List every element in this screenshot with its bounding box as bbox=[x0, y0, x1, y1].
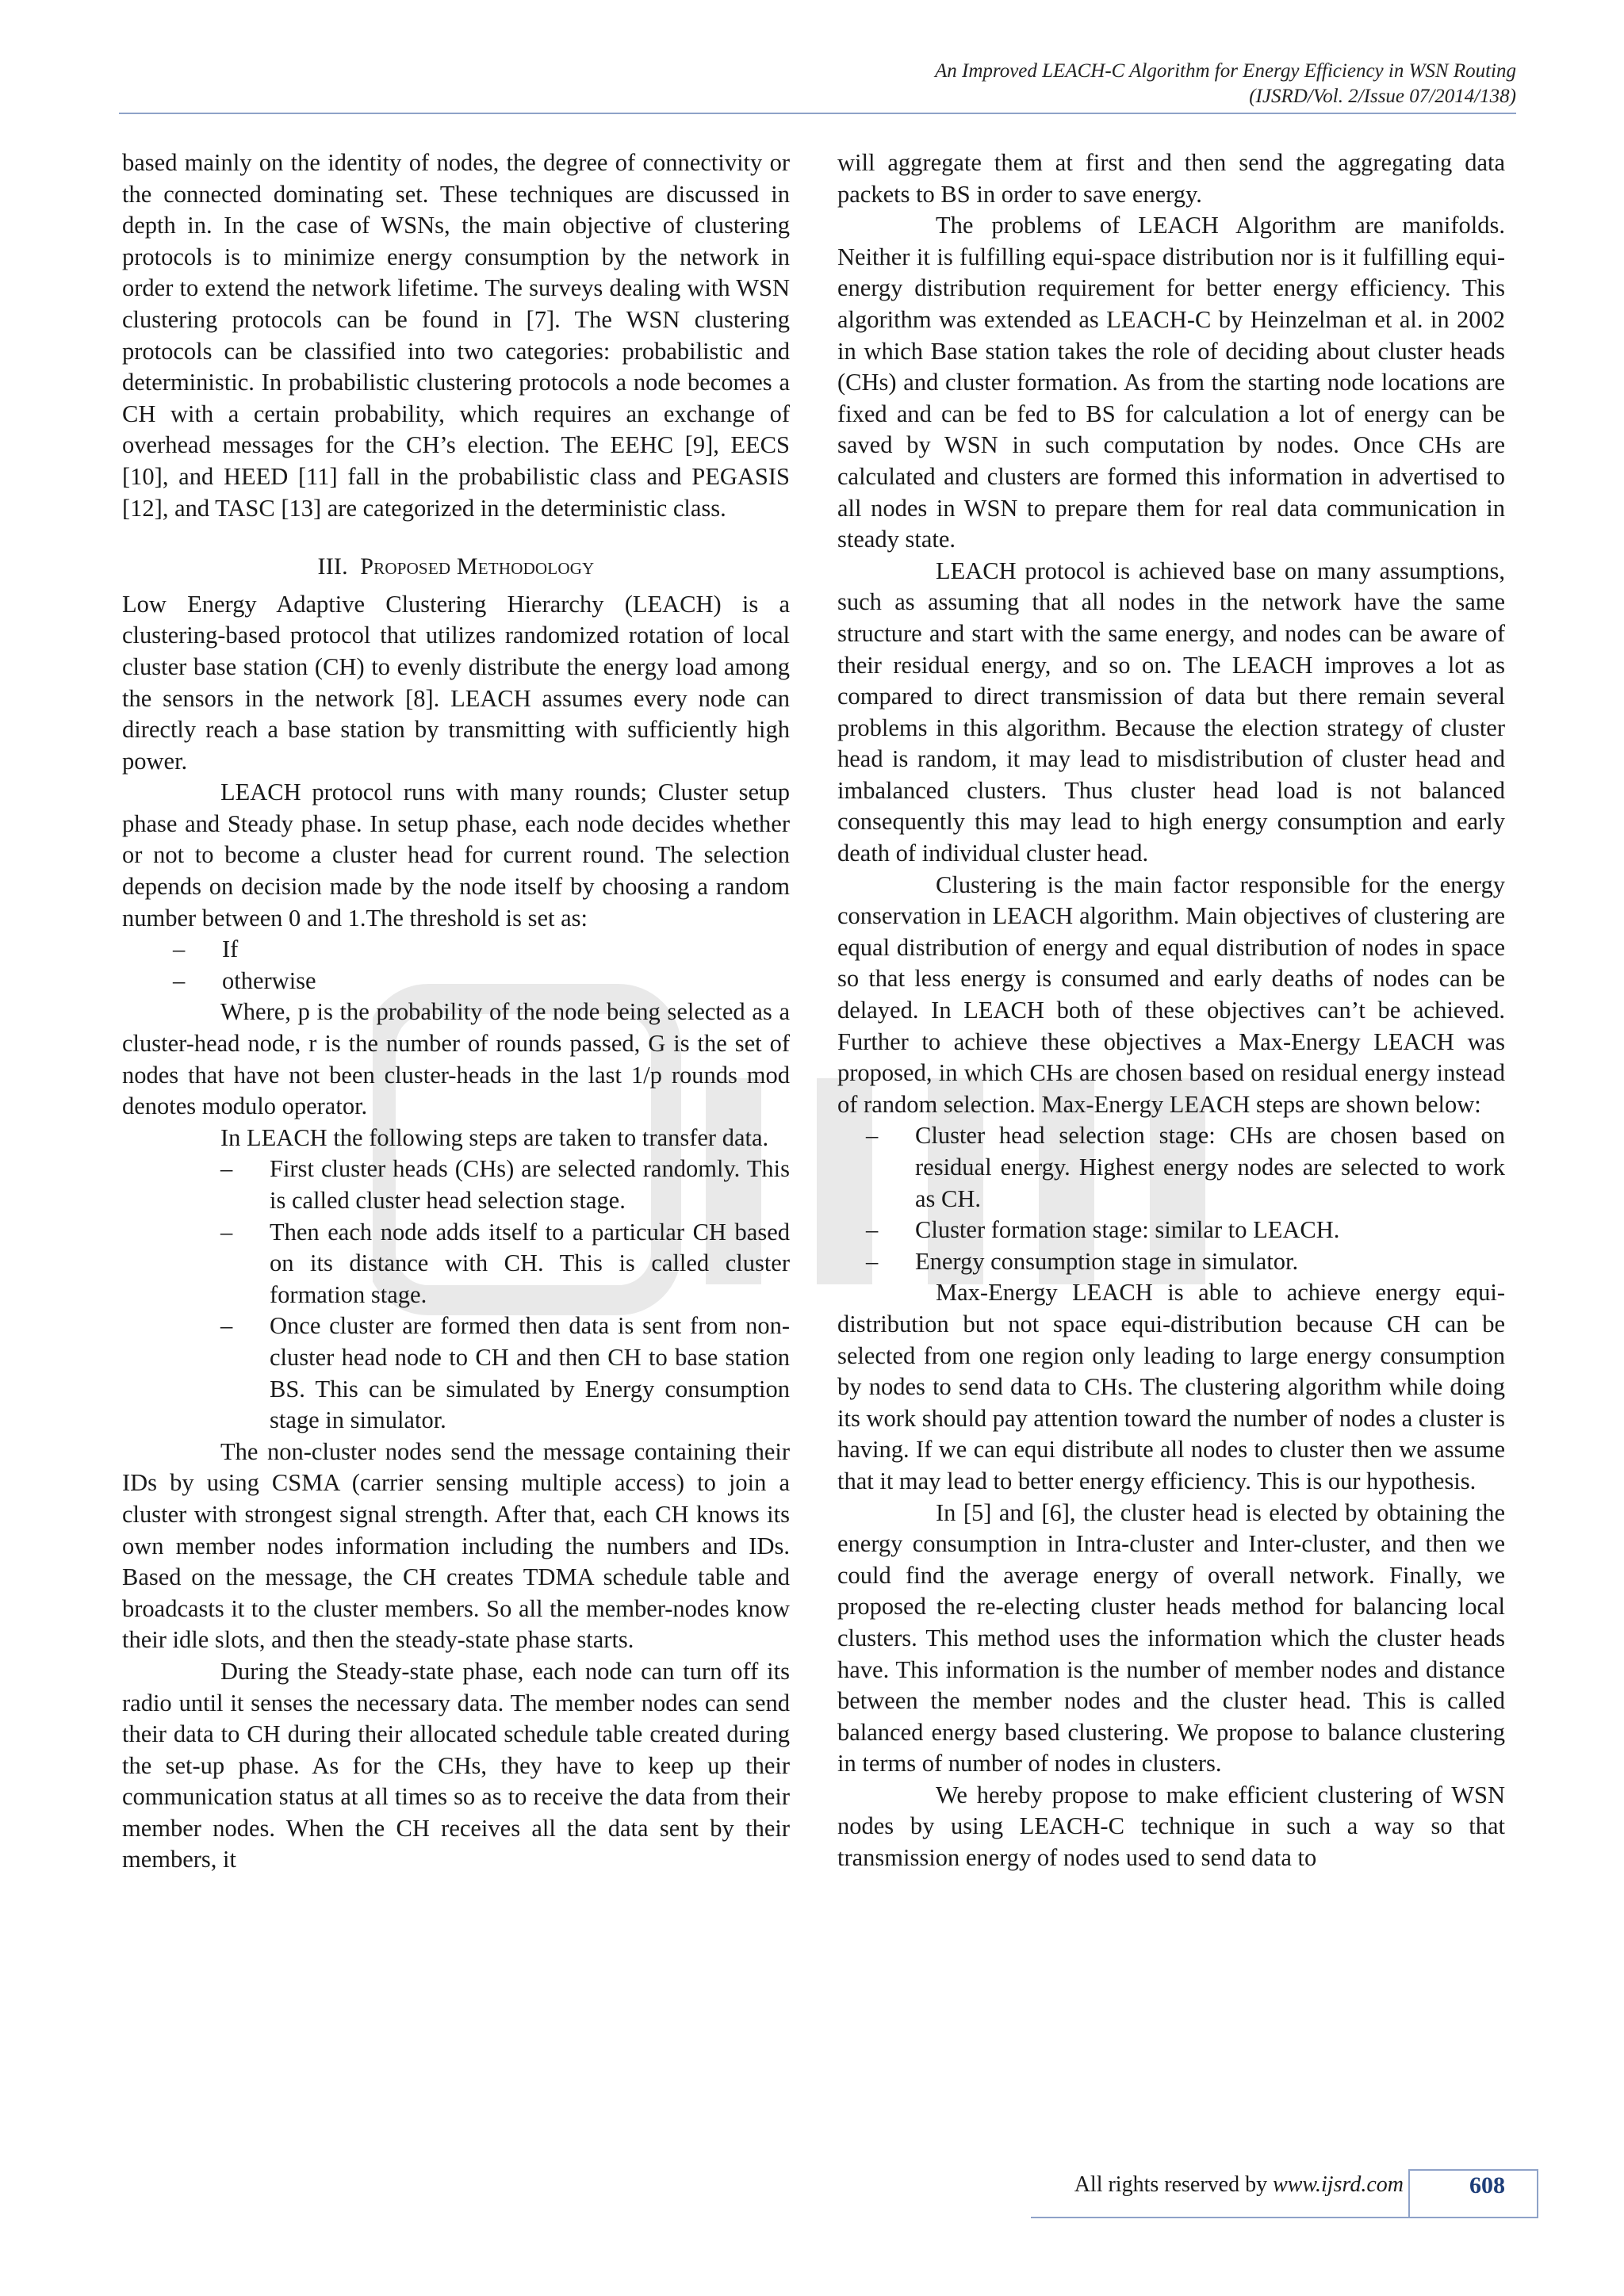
header-title: An Improved LEACH-C Algorithm for Energy Efficiency in WSN Routing bbox=[935, 60, 1516, 82]
list-item: – Cluster head selection stage: CHs are chosen based on residual energy. Highest energy nodes are selected to work as CH. bbox=[866, 1122, 1505, 1212]
paragraph: will aggregate them at first and then send the aggregating data packets to BS in order to save energy. bbox=[837, 149, 1505, 208]
section-title: Proposed Methodology bbox=[360, 553, 595, 580]
page-footer bbox=[1031, 2169, 1538, 2218]
paragraph: Low Energy Adaptive Clustering Hierarchy (LEACH) is a clustering-based protocol that utilizes randomized rotation of local cluster base station (CH) to evenly distribute the energy load among the sensors in the network [8]. LEACH assumes every node can directly reach a base station by transmitting with sufficiently high power. bbox=[122, 590, 790, 775]
dash-bullet: – bbox=[866, 1122, 879, 1150]
dash-bullet: – bbox=[220, 1312, 233, 1340]
footer-divider bbox=[1031, 2217, 1538, 2218]
paragraph: Clustering is the main factor responsible for the energy conservation in LEACH algorithm. Main objectives of clustering are equal distribution of energy and equal distribution of nodes in space so that less energy is consumed and early deaths of nodes can be delayed. In LEACH both of these objectives can’t be achieved. Further to achieve these objectives a Max-Energy LEACH was proposed, in which CHs are chosen based on residual energy instead of random selection. Max-Energy LEACH steps are shown below: bbox=[837, 871, 1505, 1118]
paragraph: We hereby propose to make efficient clustering of WSN nodes by using LEACH-C technique in such a way so that transmission energy of nodes used to send data to bbox=[837, 1781, 1505, 1872]
list-item: – Cluster formation stage: similar to LEACH. bbox=[915, 1215, 1505, 1246]
threshold-conditions bbox=[122, 934, 790, 997]
paragraph: Max-Energy LEACH is able to achieve energy equi-distribution but not space equi-distribution because CH can be selected from one region only leading to large energy consumption by nodes to send data to CHs. The clustering algorithm while doing its work should pay attention toward the number of nodes a cluster is having. If we can equi distribute all nodes to cluster then we assume that it may lead to better energy efficiency. This is our hypothesis. bbox=[837, 1279, 1505, 1494]
paragraph: The problems of LEACH Algorithm are manifolds. Neither it is fulfilling equi-space distribution nor is it fulfilling equi-energy distribution requirement for better energy efficiency. This algorithm was extended as LEACH-C by Heinzelman et al. in 2002 in which Base station takes the role of deciding about cluster heads (CHs) and cluster formation. As from the starting node locations are fixed and can be fed to BS for calculation a lot of energy can be saved by WSN in such computation by nodes. Once CHs are calculated and clusters are formed this information in advertised to all nodes in WSN to prepare them for real data communication in steady state. bbox=[837, 212, 1505, 553]
running-header bbox=[119, 59, 1516, 109]
max-energy-steps-list bbox=[837, 1120, 1505, 1277]
paragraph: In LEACH the following steps are taken to transfer data. bbox=[220, 1123, 769, 1151]
paragraph: Where, p is the probability of the node being selected as a cluster-head node, r is the number of rounds passed, G is the set of nodes that have not been cluster-heads in the last 1/p rounds mod denotes modulo operator. bbox=[122, 998, 790, 1120]
list-item: – Once cluster are formed then data is sent from non-cluster head node to CH and then CH to base station BS. This can be simulated by Energy consumption stage in simulator. bbox=[220, 1312, 790, 1434]
header-divider bbox=[119, 113, 1516, 114]
paragraph: During the Steady-state phase, each node can turn off its radio until it senses the necessary data. The member nodes can send their data to CH during their allocated schedule table created during the set-up phase. As for the CHs, they have to keep up their communication status at all times so as to receive the data from their member nodes. When the CH receives all the data sent by their members, it bbox=[122, 1657, 790, 1873]
dash-bullet: – bbox=[866, 1247, 879, 1275]
list-item: – Then each node adds itself to a particular CH based on its distance with CH. This is called cluster formation stage. bbox=[220, 1218, 790, 1308]
footer-website: www.ijsrd.com bbox=[1273, 2172, 1404, 2197]
page-number: 608 bbox=[1469, 2172, 1505, 2198]
paragraph: LEACH protocol runs with many rounds; Cluster setup phase and Steady phase. In setup phase, each node decides whether or not to become a cluster head for current round. The selection depends on decision made by the node itself by choosing a random number between 0 and 1.The threshold is set as: bbox=[122, 779, 790, 932]
dash-bullet: – bbox=[220, 1218, 233, 1246]
list-item: – First cluster heads (CHs) are selected randomly. This is called cluster head selection stage. bbox=[220, 1155, 790, 1214]
list-item: – Energy consumption stage in simulator. bbox=[915, 1246, 1505, 1278]
list-item: – If bbox=[222, 934, 790, 966]
dash-bullet: – bbox=[220, 1155, 233, 1183]
footer-rights-text: All rights reserved by bbox=[1074, 2172, 1268, 2197]
paragraph: In [5] and [6], the cluster head is elected by obtaining the energy consumption in Intra-cluster and Inter-cluster, and then we could find the average energy of overall network. Finally, we proposed the re-electing cluster heads method for balancing local clusters. This method uses the information which the cluster heads have. This information is the number of member nodes and distance between the member nodes and the cluster head. This is called balanced energy based clustering. We propose to balance clustering in terms of number of nodes in clusters. bbox=[837, 1498, 1505, 1777]
paragraph: LEACH protocol is achieved base on many assumptions, such as assuming that all nodes in the network have the same structure and start with the same energy, and nodes can be aware of their residual energy, and so on. The LEACH improves a lot as compared to direct transmission of data but there remain several problems in this algorithm. Because the election strategy of cluster head is random, it may lead to misdistribution of cluster head and imbalanced clusters. Thus cluster head load is not balanced consequently this may lead to high energy consumption and early death of individual cluster head. bbox=[837, 557, 1505, 867]
dash-bullet: – bbox=[173, 966, 186, 994]
paragraph: The non-cluster nodes send the message containing their IDs by using CSMA (carrier sensing multiple access) to join a cluster with strongest signal strength. After that, each CH knows its own member nodes information including the numbers and IDs. Based on the message, the CH creates TDMA schedule table and broadcasts it to the cluster members. So all the member-nodes know their idle slots, and then the steady-state phase starts. bbox=[122, 1437, 790, 1654]
dash-bullet: – bbox=[173, 936, 186, 963]
left-column bbox=[122, 147, 790, 1876]
leach-steps-list bbox=[122, 1154, 790, 1436]
section-heading bbox=[122, 551, 790, 583]
list-item: – otherwise bbox=[222, 966, 790, 997]
section-number: III. bbox=[317, 553, 348, 580]
footer-copyright bbox=[1074, 2172, 1404, 2198]
header-citation: (IJSRD/Vol. 2/Issue 07/2014/138) bbox=[1249, 86, 1516, 107]
paragraph: based mainly on the identity of nodes, the degree of connectivity or the connected dominating set. These techniques are discussed in depth in. In the case of WSNs, the main objective of clustering protocols is to minimize energy consumption by the network in order to extend the network lifetime. The surveys dealing with WSN clustering protocols can be found in [7]. The WSN clustering protocols can be classified into two categories: probabilistic and deterministic. In probabilistic clustering protocols a node becomes a CH with a certain probability, which requires an exchange of overhead messages for the CH’s election. The EEHC [9], EECS [10], and HEED [11] fall in the probabilistic class and PEGASIS [12], and TASC [13] are categorized in the deterministic class. bbox=[122, 149, 790, 522]
right-column bbox=[837, 147, 1505, 1874]
dash-bullet: – bbox=[866, 1216, 879, 1244]
